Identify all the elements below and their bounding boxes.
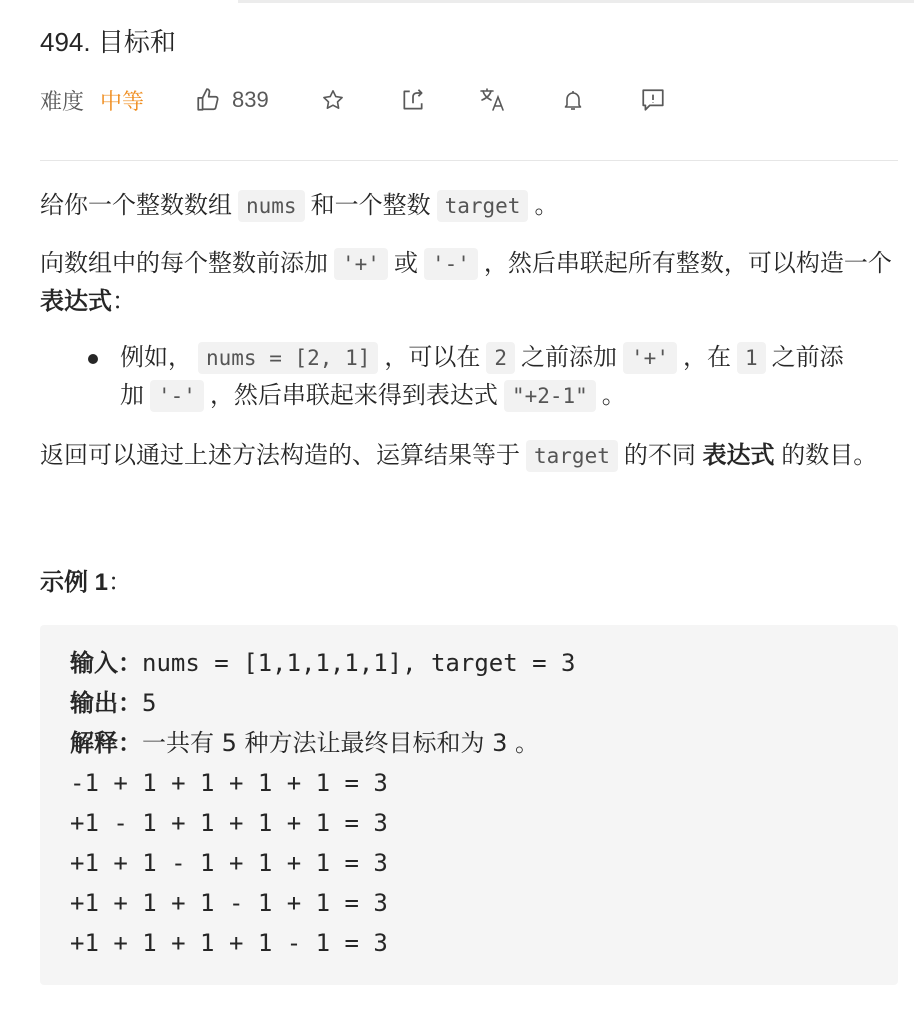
description-paragraph — [40, 187, 898, 225]
explain-label: 解释： — [70, 729, 142, 757]
expression-line: +1 + 1 + 1 + 1 - 1 = 3 — [70, 929, 388, 957]
inline-code: '-' — [424, 248, 478, 280]
inline-code: nums — [238, 190, 305, 222]
inline-code: 2 — [486, 342, 515, 374]
text: 的数目。 — [781, 442, 878, 469]
thumbs-up-icon — [194, 86, 222, 114]
description-paragraph — [40, 437, 898, 475]
bullet-dot — [88, 354, 98, 364]
text: 返回可以通过上述方法构造的、运算结果等于 — [40, 442, 520, 469]
feedback-icon[interactable] — [639, 86, 667, 114]
expression-line: +1 + 1 + 1 - 1 + 1 = 3 — [70, 889, 388, 917]
example-title — [40, 563, 898, 603]
text: 例如， — [120, 344, 192, 371]
list-item — [120, 339, 898, 415]
difficulty-label: 难度 — [40, 88, 85, 114]
bold-term: 表达式 — [702, 442, 775, 469]
text: 。 — [534, 192, 559, 219]
inline-code: nums = [2, 1] — [198, 342, 378, 374]
share-icon[interactable] — [399, 86, 427, 114]
bell-icon[interactable] — [559, 86, 587, 114]
text: ，然后串联起所有整数，可以构造一个 — [483, 250, 892, 277]
inline-code: "+2-1" — [504, 380, 596, 412]
translate-icon[interactable] — [479, 86, 507, 114]
text: ，可以在 — [384, 344, 481, 371]
problem-title: 494. 目标和 — [40, 27, 176, 57]
like-count: 839 — [232, 87, 269, 112]
explain-text: 一共有 5 种方法让最终目标和为 3 。 — [142, 729, 540, 757]
star-icon[interactable] — [319, 86, 347, 114]
inline-code: target — [437, 190, 529, 222]
text: 或 — [393, 250, 418, 277]
example-title-number: 1 — [94, 569, 109, 596]
inline-code: '+' — [334, 248, 388, 280]
problem-description — [40, 187, 898, 985]
example-code-block — [40, 625, 898, 985]
difficulty-value: 中等 — [100, 88, 145, 114]
text: ，在 — [682, 344, 731, 371]
example-bullet-list — [40, 339, 898, 415]
divider — [40, 160, 898, 161]
text: 给你一个整数数组 — [40, 192, 232, 219]
problem-meta-bar — [40, 80, 898, 120]
output-value: 5 — [142, 689, 157, 717]
expression-line: +1 - 1 + 1 + 1 + 1 = 3 — [70, 809, 388, 837]
description-paragraph — [40, 245, 898, 321]
expression-line: +1 + 1 - 1 + 1 + 1 = 3 — [70, 849, 388, 877]
text: 之前添加 — [120, 344, 844, 409]
inline-code: 1 — [737, 342, 766, 374]
text: ： — [112, 288, 136, 315]
text: 和一个整数 — [310, 192, 431, 219]
like-button[interactable] — [194, 86, 269, 114]
example-title-colon: ： — [108, 569, 133, 596]
text: 之前添加 — [521, 344, 618, 371]
bold-term: 表达式 — [40, 288, 112, 315]
example-title-label: 示例 — [40, 569, 88, 596]
text: 的不同 — [623, 442, 696, 469]
input-value: nums = [1,1,1,1,1], target = 3 — [142, 649, 576, 677]
inline-code: target — [526, 440, 618, 472]
text: 向数组中的每个整数前添加 — [40, 250, 328, 277]
expression-line: -1 + 1 + 1 + 1 + 1 = 3 — [70, 769, 388, 797]
input-label: 输入： — [70, 649, 142, 677]
inline-code: '+' — [623, 342, 677, 374]
text: 。 — [601, 382, 626, 409]
inline-code: '-' — [150, 380, 204, 412]
output-label: 输出： — [70, 689, 142, 717]
text: ，然后串联起来得到表达式 — [209, 382, 498, 409]
